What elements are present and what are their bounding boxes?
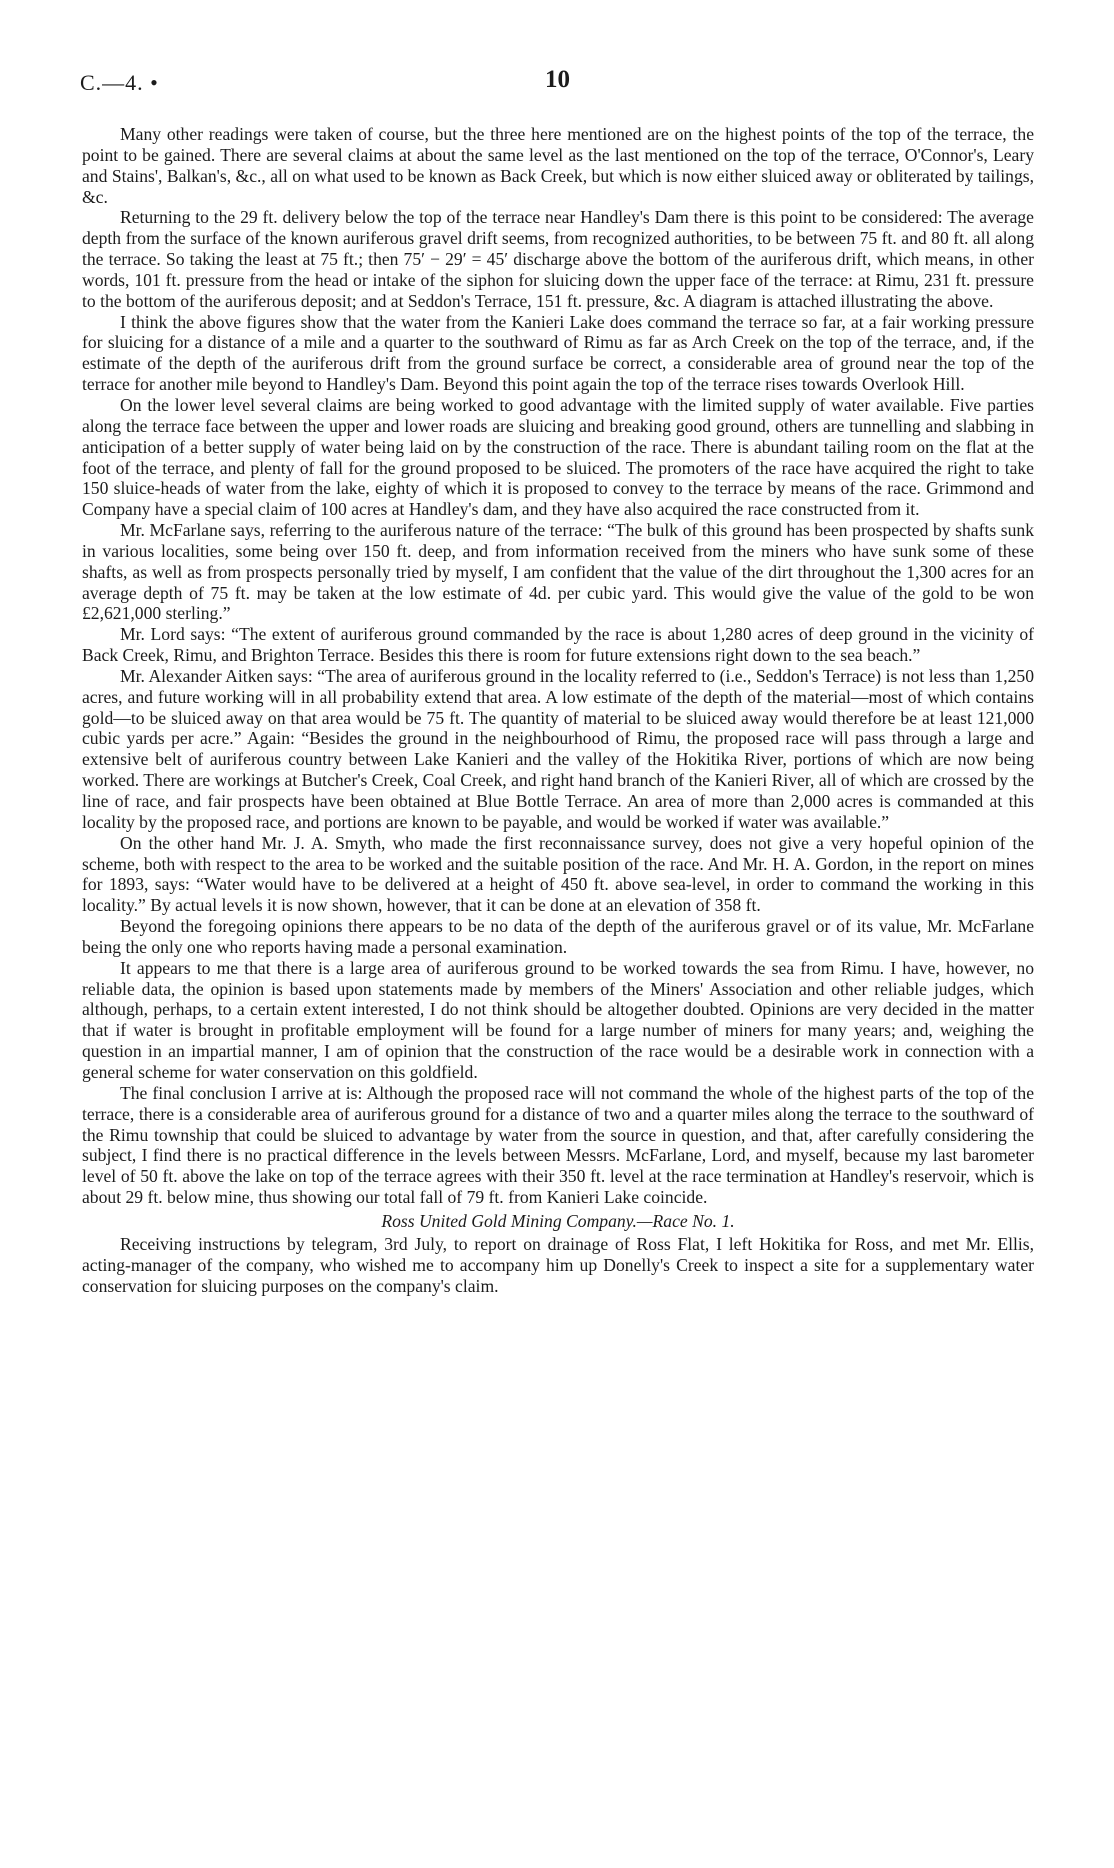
- paragraph-lord: Mr. Lord says: “The extent of auriferous ground commanded by the race is about 1,280 acres of deep ground in the vicinity of Back Creek, Rimu, and Brighton Terrace. Besides this there is room for future extensions right down to the sea beach.”: [82, 624, 1034, 666]
- paragraph-smyth-gordon: On the other hand Mr. J. A. Smyth, who made the first reconnaissance survey, does not give a very hopeful opinion of the scheme, both with respect to the area to be worked and the suitable position of the race. And Mr. H. A. Gordon, in the report on mines for 1893, says: “Water would have to be delivered at a height of 450 ft. above sea-level, in order to command the working in this locality.” By actual levels it is now shown, however, that it can be done at an elevation of 358 ft.: [82, 832, 1034, 916]
- paragraph-aitken: Mr. Alexander Aitken says: “The area of auriferous ground in the locality referred to (i.e., Seddon's Terrace) is not less than 1,250 acres, and future working will in all probability extend that area. A low estimate of the depth of the material—most of which contains gold—to be sluiced away on that area would be 75 ft. The quantity of material to be sluiced away would therefore be at least 121,000 cubic yards per acre.” Again: “Besides the ground in the neighbourhood of Rimu, the proposed race will pass through a large and extensive belt of auriferous country between Lake Kanieri and the valley of the Hokitika River, portions of which are now being worked. There are workings at Butcher's Creek, Coal Creek, and right hand branch of the Kanieri River, all of which are crossed by the line of race, and fair prospects have been obtained at Blue Bottle Terrace. An area of more than 2,000 acres is commanded at this locality by the proposed race, and portions are known to be payable, and would be worked if water was available.”: [82, 665, 1034, 832]
- section-heading: Ross United Gold Mining Company.—Race No. 1.: [381, 1210, 735, 1231]
- paragraph-opinion: It appears to me that there is a large area of auriferous ground to be worked towards the sea from Rimu. I have, however, no reliable data, the opinion is based upon statements made by members of the Miners' Association and other reliable judges, which although, perhaps, to a certain extent interested, I do not think should be altogether doubted. Opinions are very decided in the matter that if water is brought in profitable employment will be found for a large number of miners for many years; and, weighing the question in an impartial manner, I am of opinion that the construction of the race would be a desirable work in connection with a general scheme for water conservation on this goldfield.: [82, 957, 1034, 1082]
- page-number: 10: [545, 66, 570, 93]
- paragraph-mcfarlane: Mr. McFarlane says, referring to the auriferous nature of the terrace: “The bulk of this ground has been prospected by shafts sunk in various localities, some being over 150 ft. deep, and from information received from the miners who have sunk some of these shafts, as well as from prospects personally tried by myself, I am confident that the value of the dirt throughout the 1,300 acres for an average depth of 75 ft. may be taken at the low estimate of 4d. per cubic yard. This would give the value of the gold to be won £2,621,000 sterling.”: [82, 520, 1034, 624]
- paragraph-foregoing-opinions: Beyond the foregoing opinions there appears to be no data of the depth of the auriferous gravel or of its value, Mr. McFarlane being the only one who reports having made a personal examination.: [82, 916, 1034, 957]
- paragraph-kanieri-lake: I think the above figures show that the water from the Kanieri Lake does command the terrace so far, at a fair working pressure for sluicing for a distance of a mile and a quarter to the southward of Rimu as far as Arch Creek on the top of the terrace, and, if the estimate of the depth of the auriferous drift from the ground surface be correct, a considerable area of ground near the top of the terrace for another mile beyond to Handley's Dam. Beyond this point again the top of the terrace rises towards Overlook Hill.: [82, 311, 1034, 395]
- paragraph-handleys-dam: Returning to the 29 ft. delivery below the top of the terrace near Handley's Dam there is this point to be considered: The average depth from the surface of the known auriferous gravel drift seems, from recognized authorities, to be between 75 ft. and 80 ft. all along the terrace. So taking the least at 75 ft.; then 75′ − 29′ = 45′ discharge above the bottom of the auriferous drift, which means, in other words, 101 ft. pressure from the head or intake of the siphon for sluicing down the upper face of the terrace: at Rimu, 231 ft. pressure to the bottom of the auriferous deposit; and at Seddon's Terrace, 151 ft. pressure, &c. A diagram is attached illustrating the above.: [82, 207, 1034, 311]
- paragraph-readings: Many other readings were taken of course, but the three here mentioned are on the highest points of the top of the terrace, the point to be gained. There are several claims at about the same level as the last mentioned on the top of the terrace, O'Connor's, Leary and Stains', Balkan's, &c., all on what used to be known as Back Creek, but which is now either sluiced away or obliterated by tailings, &c.: [82, 124, 1034, 207]
- page-header: [80, 66, 1035, 100]
- paragraph-lower-level: On the lower level several claims are being worked to good advantage with the limited supply of water available. Five parties along the terrace face between the upper and lower roads are sluicing and breaking good ground, others are tunnelling and slabbing in anticipation of a better supply of water being laid on by the construction of the race. There is abundant tailing room on the flat at the foot of the terrace, and plenty of fall for the ground proposed to be sluiced. The promoters of the race have acquired the right to take 150 sluice-heads of water from the lake, eighty of which it is proposed to convey to the terrace by means of the race. Grimmond and Company have a special claim of 100 acres at Handley's dam, and they have also acquired the race constructed from it.: [82, 394, 1034, 520]
- paragraph-ross-instructions: Receiving instructions by telegram, 3rd July, to report on drainage of Ross Flat, I left Hokitika for Ross, and met Mr. Ellis, acting-manager of the company, who wished me to accompany him up Donelly's Creek to inspect a site for a supplementary water conservation for sluicing purposes on the company's claim.: [82, 1233, 1034, 1296]
- paragraph-final-conclusion: The final conclusion I arrive at is: Although the proposed race will not command the whole of the highest parts of the top of the terrace, there is a considerable area of auriferous ground for a distance of two and a quarter miles along the terrace to the southward of the Rimu township that could be sluiced to advantage by water from the source in question, and that, after carefully considering the subject, I find there is no practical difference in the levels between Messrs. McFarlane, Lord, and myself, because my last barometer level of 50 ft. above the lake on top of the terrace agrees with their 350 ft. level at the race termination at Handley's reservoir, which is about 29 ft. below mine, thus showing our total fall of 79 ft. from Kanieri Lake coincide.: [82, 1082, 1034, 1208]
- document-body: [82, 124, 1034, 1296]
- document-reference: C.—4. •: [80, 70, 159, 95]
